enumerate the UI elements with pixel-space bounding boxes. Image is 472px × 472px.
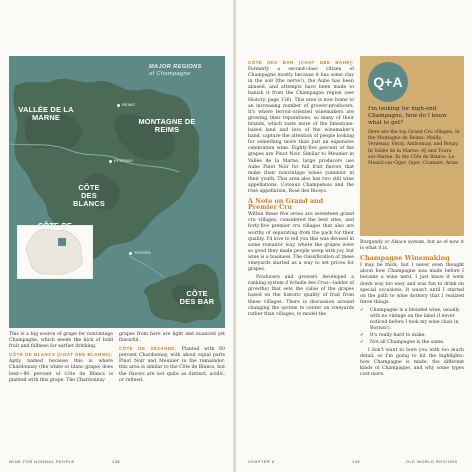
footer-chapter: CHAPTER 6 — [248, 460, 275, 464]
winemaking-highlights: I don't want to bore you with too much detail, so I'm going to hit the highlights: how Champagne is made, the different kinds of Champagne, and why some types cost more. — [360, 347, 464, 377]
map-title-sub: of Champagne — [149, 71, 191, 77]
grand-cru-heading: A Note on Grand and Premier Cru — [248, 197, 324, 212]
map-shapes — [9, 56, 225, 328]
champagne-winemaking-heading: Champagne Winemaking — [360, 254, 450, 263]
page-number-left: 138 — [112, 460, 121, 464]
town-marker-epernay — [109, 160, 112, 163]
town-epernay: ÉPERNAY — [114, 159, 134, 163]
left-page — [0, 0, 234, 472]
town-reims: REIMS — [122, 103, 136, 107]
grand-cru-para-2: Producers and growers developed a ranking system (l'échelle des Crus—ladder of growths) that sets the value of the grapes based on the historic quality of fruit from these villages. There is discussion around changing the system to center on vineyards rather than villages, to model the — [248, 275, 354, 317]
list-item: ✔ Champagne is a blended wine, usually with no vintage on the label (I never noticed before I took my wine class in Boston!). — [360, 307, 460, 332]
champagne-highlight-box — [58, 238, 66, 246]
region-montagne-de-reims: MONTAGNE DE REIMS — [138, 117, 196, 134]
cote-des-bar-text: Formerly a second-class citizen of Champagne mostly because it has some clay in the soil (the nerve!), the Aube has been abused, and attempts have been made to banish it from the Champagne region (see History, page 136). This area is now home to an increasing number of grower-producers. It's where terroir-oriented winemakers are growing their reputations; so many of their brands, which taste more of the limestone-based land and less of the winemaker's hand, capture the attention of people looking for something more than just an expensive celebration wine. Eighty-five percent of the grapes are Pinot Noir. Similar to Meunier in Vallée de la Marne, large producers use Aube Pinot Noir for full fruit flavors that make their nonvintage wines yummier in their youth. This area also has two still wine appellations: Coteaux Champenois and the rosé appellation, Rosé des Riceys. — [248, 67, 354, 194]
town-marker-reims — [117, 104, 120, 107]
right-column-2 — [360, 240, 464, 380]
intro-text: This is a big source of grape for nonvintage Champagne, which needs the kick of bold fruit and fullness for earlier drinking. — [9, 332, 113, 350]
france-locator-map — [17, 225, 93, 279]
region-vallee-de-la-marne: VALLÉE DE LA MARNE — [18, 105, 74, 122]
checkmark-icon: ✔ — [360, 340, 364, 346]
region-cote-des-blancs: CÔTE DES BLANCS — [73, 183, 105, 208]
cote-des-blancs-header: CÔTE DE BLANCS (COAT DEE BLAHNK): — [9, 352, 113, 358]
map-title-main: MAJOR REGIONS — [149, 64, 202, 70]
qa-sidebar — [360, 56, 464, 236]
list-item: ✔ It's really hard to make. — [360, 333, 426, 339]
left-column-1 — [9, 332, 113, 386]
town-marker-troyes — [129, 252, 132, 255]
cote-des-blancs-continued: grapes from here are light and nuanced yet flavorful. — [119, 332, 225, 344]
cote-des-blancs-text: Aptly named because this is where Chardonnay (the white or blanc grape) does best—80 percent of Côte de Blancs is planted with this grape. The Chardonnay — [9, 359, 113, 383]
region-cote-des-bar: CÔTE DES BAR — [179, 289, 215, 306]
right-column-1 — [248, 60, 354, 320]
map-title — [149, 64, 221, 78]
list-item: ✔ Not all Champagne is the same. — [360, 340, 445, 346]
qa-badge: Q+A — [368, 62, 408, 102]
qa-question: I'm looking for high-end Champagne, how do I know what to get? — [368, 106, 447, 126]
grand-cru-para-1: Within these five areas are seventeen grand cru villages, considered the best sites, and forty-five premier cru villages that also are worthy of separating from the pack for their quality. I'd love to tell you this was devised in some romantic way, where the grapes were so good they made people weep with joy, but wine is a business. The classification of these vineyards started as a way to set prices for grapes. — [248, 212, 354, 273]
france-outline — [18, 226, 92, 278]
checkmark-icon: ✔ — [360, 333, 364, 339]
checkmark-icon: ✔ — [360, 307, 364, 313]
winemaking-intro: I may be thick, but I never even thought about how Champagne was made before I became a wine nerd. I just knew it went down way too easy and was fun to drink on special occasions. It wasn't until I started on the path to wine dorkery that I realized three things. — [360, 263, 464, 305]
alsace-continued: Burgundy or Alsace system, but as of now it is what it is. — [360, 240, 464, 252]
cote-de-sezanne-text: Planted with 60 percent Chardonnay, with about equal parts Pinot Noir and Meunier in the remainder, this area is similar to the Côte de Blancs, but the flavors are not quite as distinct, acidic, or refined. — [119, 347, 226, 383]
realizations-list — [360, 308, 464, 347]
footer-section-title: OLD WORLD REGIONS — [406, 460, 458, 464]
cote-de-sezanne-header: CÔTE DE SÉZANNE: — [119, 346, 177, 352]
qa-answer: Here are the top Grand Cru villages. In the Montagne de Reims: Mailly, Verzenay, Verzy, Ambonnay, and Bouzy. In Vallée de la Marne: Aÿ and Tours-sur-Marne. In the Côte de Blancs: Le Mesnil-sur-Oger, Oger, Cramant, Avize — [368, 130, 460, 167]
page-number-right: 139 — [352, 460, 361, 464]
cote-des-bar-header: CÔTE DES BAR (COAT DEE BAHR): — [248, 60, 354, 65]
champagne-regions-map — [9, 56, 225, 328]
footer-book-title: WINE FOR NORMAL PEOPLE — [9, 460, 75, 464]
left-column-2 — [119, 332, 225, 386]
town-troyes: TROYES — [134, 251, 151, 255]
